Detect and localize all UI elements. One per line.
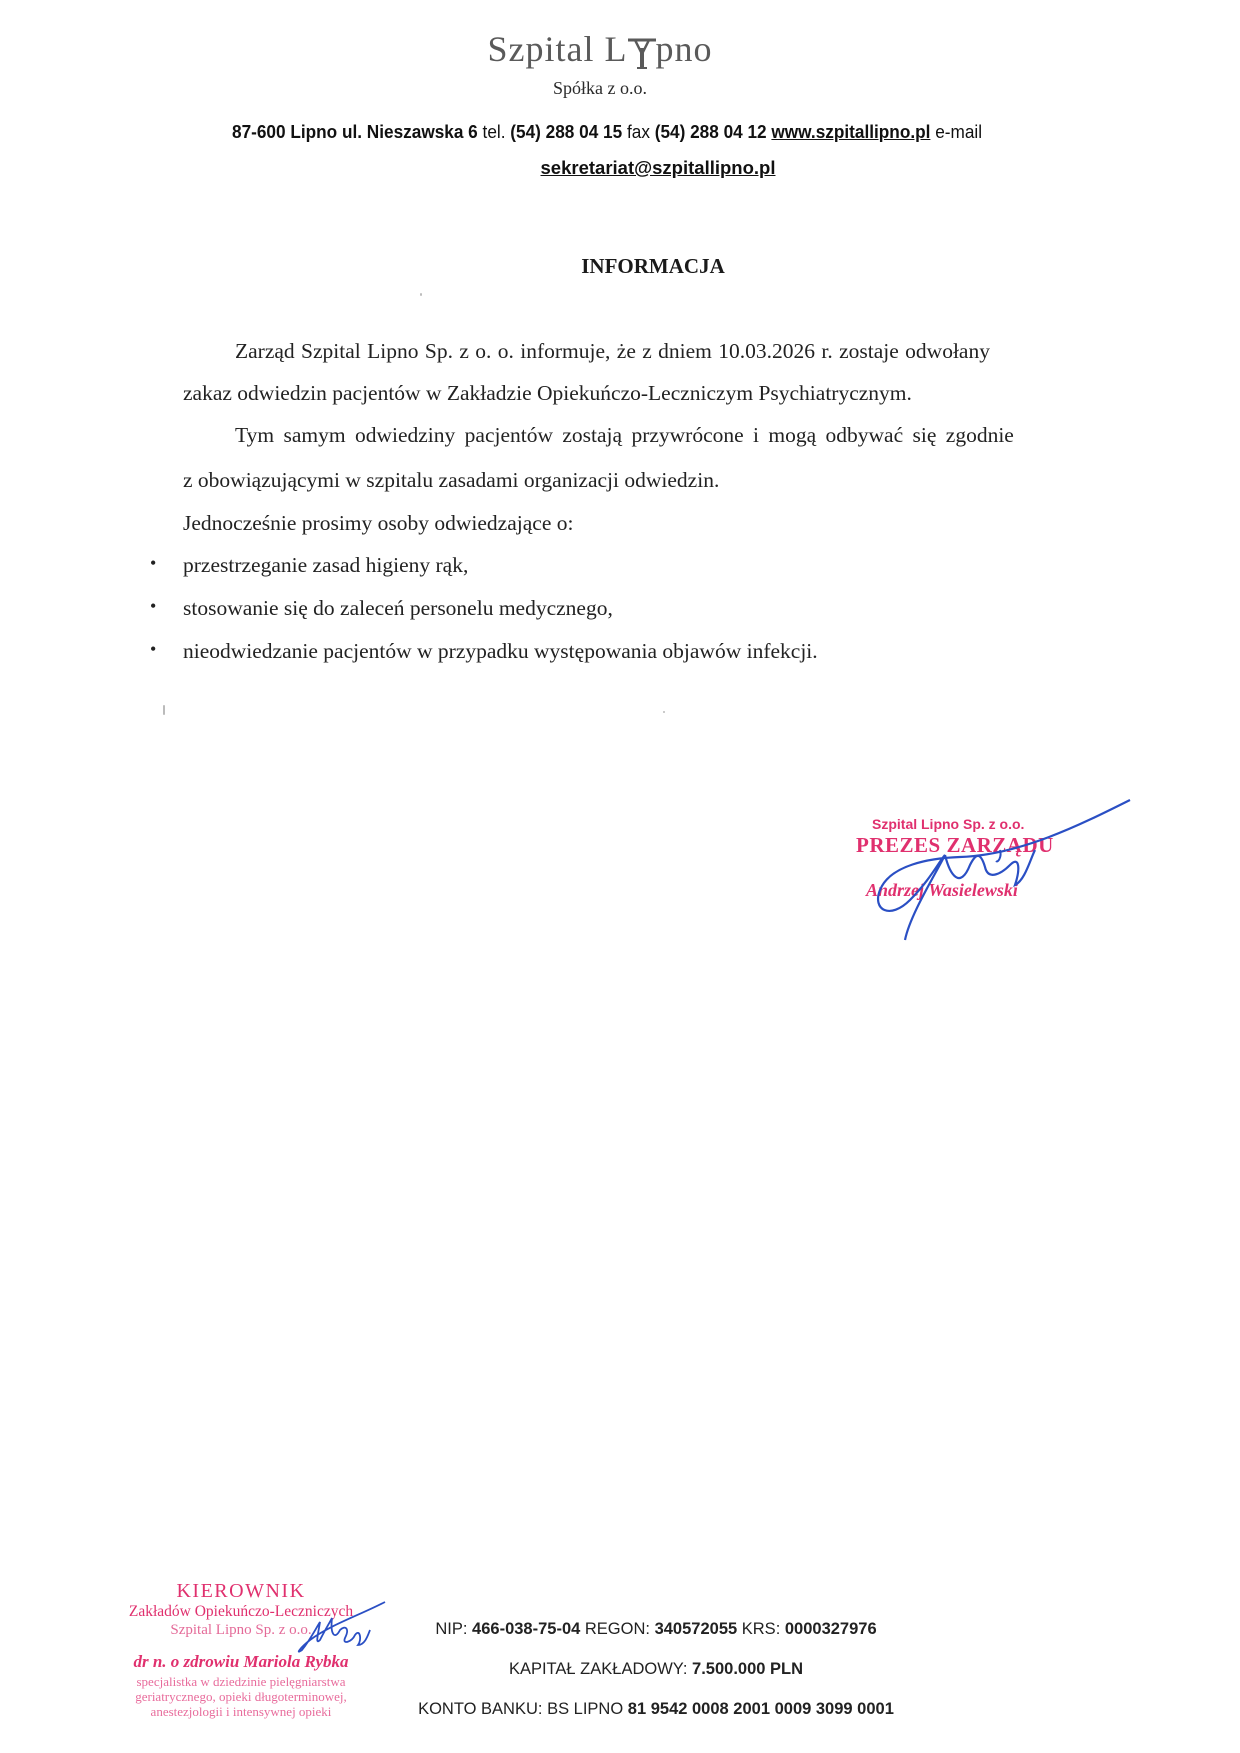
email-line — [0, 157, 1240, 179]
tel-label: tel. — [482, 121, 506, 142]
regon-value: 340572055 — [654, 1620, 738, 1638]
company-registration-line — [0, 1620, 1240, 1639]
company-form: Spółka z o.o. — [553, 78, 647, 98]
paragraph-2-line-2: z obowiązującymi w szpitalu zasadami organizacji odwiedzin. — [183, 468, 720, 492]
bank-label: KONTO BANKU: BS LIPNO — [418, 1700, 624, 1718]
fax-label: fax — [626, 121, 650, 142]
nip-label: NIP: — [435, 1620, 468, 1638]
stamp-company: Szpital Lipno Sp. z o.o. — [872, 816, 1025, 832]
manager-stamp-unit: Zakładów Opiekuńczo-Leczniczych — [128, 1603, 354, 1620]
document-title: INFORMACJA — [581, 254, 725, 278]
address: 87-600 Lipno ul. Nieszawska 6 — [232, 121, 478, 142]
paragraph-2-line-1: Tym samym odwiedziny pacjentów zostają przywrócone i mogą odbywać się zgodnie — [235, 423, 1014, 447]
email-label: e-mail — [935, 121, 983, 142]
manager-stamp-name: dr n. o zdrowiu Mariola Rybka — [133, 1652, 349, 1671]
capital-value: 7.500.000 PLN — [692, 1660, 804, 1678]
email-link[interactable]: sekretariat@szpitallipno.pl — [540, 157, 776, 178]
tel-number: (54) 288 04 15 — [510, 121, 623, 142]
stamp-role: PREZES ZARZĄDU — [856, 833, 1054, 857]
regon-label: REGON: — [584, 1620, 650, 1638]
manager-stamp-spec-2: geriatrycznego, opieki długoterminowej, — [135, 1689, 347, 1704]
scan-mark — [163, 705, 165, 715]
bank-account-line — [0, 1700, 1240, 1719]
stamp-name: Andrzej Wasielewski — [866, 880, 1018, 900]
bullet-icon: • — [150, 639, 157, 659]
website-link[interactable]: www.szpitallipno.pl — [771, 121, 931, 142]
krs-label: KRS: — [741, 1620, 781, 1638]
manager-stamp-spec-1: specjalistka w dziedzinie pielęgniarstwa — [136, 1674, 346, 1689]
capital-label: KAPITAŁ ZAKŁADOWY: — [508, 1660, 688, 1678]
paragraph-1-line-1: Zarząd Szpital Lipno Sp. z o. o. informuje, że z dniem 10.03.2026 r. zostaje odwołany — [235, 339, 990, 363]
scan-mark — [420, 293, 422, 296]
nip-value: 466-038-75-04 — [472, 1620, 581, 1638]
list-item: stosowanie się do zaleceń personelu medycznego, — [183, 596, 613, 620]
president-signature-icon — [850, 795, 1140, 945]
bank-account-value: 81 9542 0008 2001 0009 3099 0001 — [627, 1700, 894, 1718]
krs-value: 0000327976 — [784, 1620, 877, 1638]
list-item: przestrzeganie zasad higieny rąk, — [183, 553, 469, 577]
contact-line — [232, 121, 982, 143]
bullet-icon: • — [150, 553, 157, 573]
manager-stamp-spec-3: anestezjologii i intensywnej opieki — [150, 1704, 332, 1719]
hospital-logo — [0, 28, 1200, 70]
logo-text-end: pno — [655, 29, 713, 69]
list-item: nieodwiedzanie pacjentów w przypadku występowania objawów infekcji. — [183, 639, 818, 663]
scan-mark — [663, 711, 665, 713]
manager-stamp-role: KIEROWNIK — [176, 1580, 306, 1602]
logo-text-start: Szpital L — [487, 29, 628, 69]
request-intro: Jednocześnie prosimy osoby odwiedzające o: — [183, 511, 574, 535]
fax-number: (54) 288 04 12 — [654, 121, 767, 142]
manager-stamp-company: Szpital Lipno Sp. z o.o. — [170, 1622, 312, 1638]
paragraph-1-line-2: zakaz odwiedzin pacjentów w Zakładzie Opiekuńczo-Leczniczym Psychiatrycznym. — [183, 381, 912, 405]
share-capital-line — [0, 1660, 1240, 1679]
bullet-icon: • — [150, 596, 157, 616]
